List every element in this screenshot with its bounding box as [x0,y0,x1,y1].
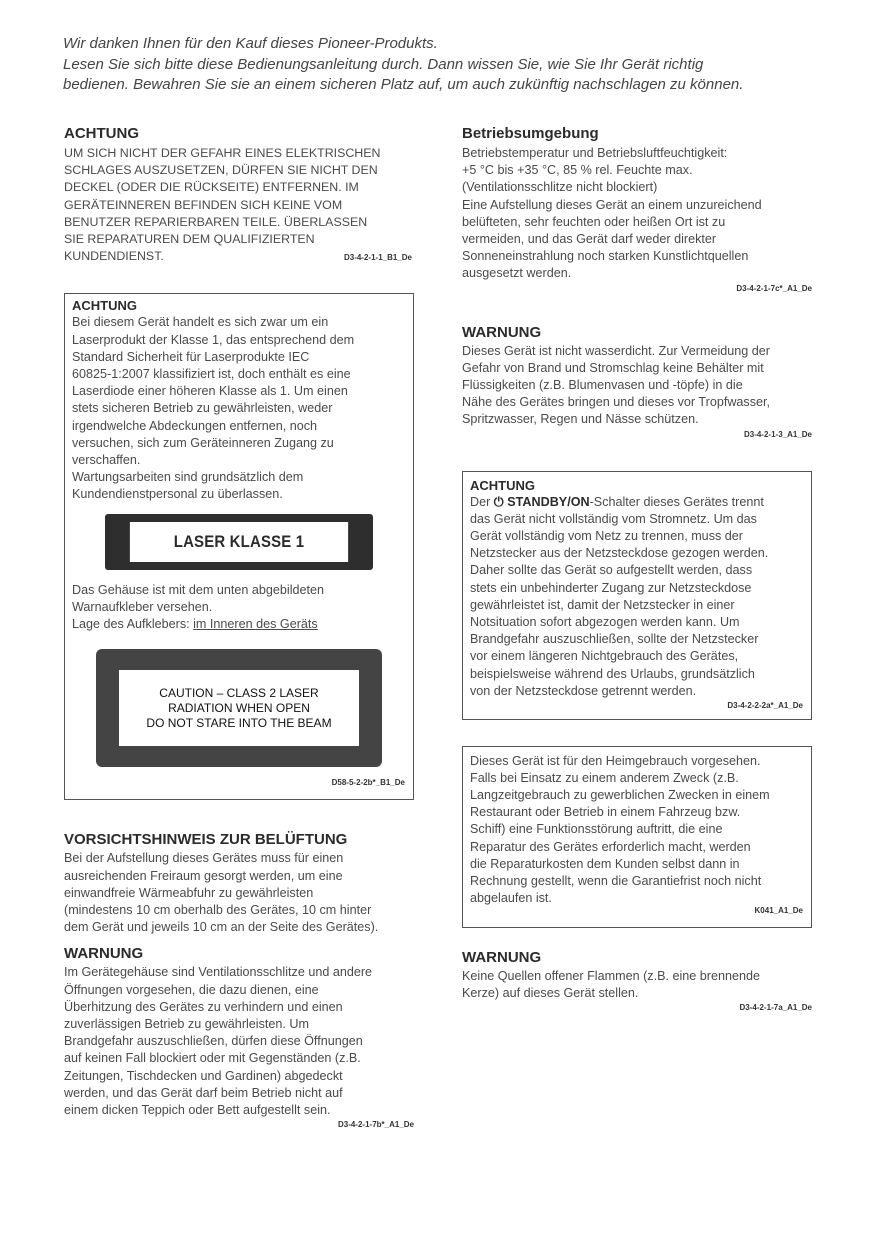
caution-line: RADIATION WHEN OPEN [168,700,310,715]
text-line: Eine Aufstellung dieses Gerät an einem unzureichend [462,197,762,212]
text-line: irgendwelche Abdeckungen entfernen, noch [72,418,318,433]
section-body [64,964,414,1119]
section-title: Betriebsumgebung [462,125,599,142]
warnung-water-section [462,323,812,441]
ventilation-section [64,830,414,936]
text-line: vermeiden, und das Gerät darf weder direkter [462,232,717,247]
text-line: Dieses Gerät ist nicht wasserdicht. Zur Vermeidung der [462,343,770,358]
text-line: UM SICH NICHT DER GEFAHR EINES ELEKTRISCHEN [64,146,381,160]
text-line: (Ventilationsschlitze nicht blockiert) [462,180,658,195]
left-column [64,124,414,1131]
text-line: gewährleistet ist, damit der Netzstecker in einer [470,597,735,612]
section-body [64,850,414,936]
text-line: Brandgefahr auszuschließen, sollte der Netzstecker [470,632,759,647]
text-fragment: -Schalter dieses Gerätes trennt [589,494,764,509]
label-location-value: im Inneren des Geräts [193,617,318,632]
text-line: Im Gerätegehäuse sind Ventilationsschlitze und andere [64,965,373,980]
reference-code: D3-4-2-1-3_A1_De [743,429,812,439]
home-use-box [462,746,812,928]
text-line: Bei der Aufstellung dieses Gerätes muss für einen [64,851,344,866]
section-body [462,968,812,1002]
text-line: BENUTZER REPARIERBAREN TEILE. ÜBERLASSEN [64,214,368,229]
text-line: Kundendienstpersonal zu überlassen. [72,487,283,502]
warnung-flame-section [462,948,812,1014]
section-title: ACHTUNG [64,125,139,142]
text-line: Netzstecker aus der Netzsteckdose gezogen werden. [470,546,769,561]
label-location [72,616,406,633]
text-line: verschaffen. [72,453,141,468]
laser-class1-text: LASER KLASSE 1 [130,522,348,562]
operating-environment-section [462,124,812,295]
box-title: ACHTUNG [72,298,137,314]
text-line: Das Gehäuse ist mit dem unten abgebildeten [72,582,325,597]
text-line: das Gerät nicht vollständig vom Stromnetz. Um das [470,511,757,526]
text-line: Laserdiode einer höheren Klasse als 1. Um einen [72,384,348,399]
text-line: von der Netzsteckdose getrennt werden. [470,683,697,698]
text-line: ausreichenden Freiraum gesorgt werden, um eine [64,868,343,883]
box-body [72,314,406,503]
reference-code: K041_A1_De [754,906,803,916]
laser-caution-label [96,649,382,767]
text-line: Rechnung gestellt, wenn die Garantiefrist noch nicht [470,874,762,889]
text-line: belüfteten, sehr feuchten oder heißen Ort ist zu [462,214,726,229]
intro-text [63,34,823,96]
text-line: 60825-1:2007 klassifiziert ist, doch enthält es eine [72,367,351,382]
text-line: stets ein unbehinderter Zugang zur Netzsteckdose [470,580,752,595]
text-line: Flüssigkeiten (z.B. Blumenvasen und -töpfe) in die [462,378,743,393]
intro-line: bedienen. Bewahren Sie sie an einem sicheren Platz auf, um auch zukünftig nachschlagen zu können. [63,76,744,93]
standby-on-label: STANDBY/ON [503,494,590,509]
text-line: SCHLAGES AUSZUSETZEN, DÜRFEN SIE NICHT DEN [64,163,378,178]
text-line: Überhitzung des Gerätes zu verhindern und einen [64,999,343,1014]
reference-code: D3-4-2-1-1_B1_De [343,253,412,263]
box-body [470,753,804,908]
text-line: Zeitungen, Tischdecken und Gardinen) abgedeckt [64,1068,343,1083]
section-title: WARNUNG [64,945,144,963]
text-line: Schiff) eine Funktionsstörung auftritt, die eine [470,822,723,837]
text-line: Restaurant oder Betrieb in einem Fahrzeug bzw. [470,805,741,820]
achtung-shock-section [64,124,414,265]
text-line: GERÄTEINNEREN BEFINDEN SICH KEINE VOM [64,197,343,212]
text-line: Daher sollte das Gerät so aufgestellt werden, dass [470,563,753,578]
laser-caution-text [119,670,359,746]
text-line: Öffnungen vorgesehen, die dazu dienen, eine [64,982,319,997]
text-line: Langzeitgebrauch zu gewerblichen Zwecken in einem [470,788,770,803]
caution-line: DO NOT STARE INTO THE BEAM [146,715,332,730]
text-line: Dieses Gerät ist für den Heimgebrauch vorgesehen. [470,753,761,768]
text-line: Bei diesem Gerät handelt es sich zwar um ein [72,315,329,330]
text-line: beispielsweise während des Urlaubs, grundsätzlich [470,666,755,681]
text-line: abgelaufen ist. [470,891,552,906]
text-line: auf keinen Fall blockiert oder mit Gegenständen (z.B. [64,1051,361,1066]
text-line: Keine Quellen offener Flammen (z.B. eine brennende [462,968,761,983]
label-location-prefix: Lage des Aufklebers: [72,617,194,632]
section-title: WARNUNG [462,948,542,966]
reference-code: D3-4-2-1-7a_A1_De [739,1003,812,1013]
text-fragment: Der [470,494,494,509]
text-line: vor einem längeren Nichtgebrauch des Gerätes, [470,649,739,664]
section-body [462,145,812,283]
text-line: Sonneneinstrahlung noch starken Kunstlichtquellen [462,249,749,264]
text-line: Laserprodukt der Klasse 1, das entsprechend dem [72,332,355,347]
text-line: einem dicken Teppich oder Bett aufgestellt sein. [64,1103,331,1118]
laser-warning-box [64,293,414,800]
text-line: ausgesetzt werden. [462,266,572,281]
text-line: Spritzwasser, Regen und Nässe schützen. [462,412,699,427]
section-title: VORSICHTSHINWEIS ZUR BELÜFTUNG [64,831,348,849]
power-icon: ⏻ [493,494,504,509]
reference-code: D3-4-2-2-2a*_A1_De [727,701,803,711]
caution-line: CAUTION – CLASS 2 LASER [159,685,319,700]
text-line: KUNDENDIENST. [64,249,164,264]
text-line: DECKEL (ODER DIE RÜCKSEITE) ENTFERNEN. IM [64,180,359,195]
reference-code: D58-5-2-2b*_B1_De [331,778,405,788]
text-line: +5 °C bis +35 °C, 85 % rel. Feuchte max. [462,163,693,178]
warnung-ventilation-section [64,944,414,1131]
text-line: zuverlässigen Betrieb zu gewährleisten. Um [64,1017,309,1032]
text-line: Reparatur des Gerätes erforderlich macht, werden [470,839,751,854]
text-line: Kerze) auf dieses Gerät stellen. [462,985,639,1000]
text-line: Gefahr von Brand und Stromschlag keine Behälter mit [462,360,764,375]
text-line: dem Gerät und jeweils 10 cm an der Seite des Gerätes). [64,920,379,935]
text-line: Gerät vollständig vom Netz zu trennen, muss der [470,529,743,544]
box-title: ACHTUNG [470,477,535,493]
reference-code: D3-4-2-1-7b*_A1_De [337,1120,414,1130]
section-title: WARNUNG [462,323,542,341]
intro-line: Wir danken Ihnen für den Kauf dieses Pioneer-Produkts. [63,35,438,52]
text-line: Notsituation sofort abgezogen werden kann. Um [470,615,740,630]
text-line: werden, und das Gerät darf beim Betrieb nicht auf [64,1085,343,1100]
right-column [462,124,812,1014]
reference-code: D3-4-2-1-7c*_A1_De [736,283,812,293]
box-body [470,494,804,700]
intro-line: Lesen Sie sich bitte diese Bedienungsanleitung durch. Dann wissen Sie, wie Sie Ihr Gerät richtig [63,55,704,73]
text-line: Betriebstemperatur und Betriebsluftfeuchtigkeit: [462,146,728,160]
laser-class1-label [105,514,373,570]
text-line: Nähe des Gerätes bringen und dieses vor Tropfwasser, [462,395,771,410]
text-line: Wartungsarbeiten sind grundsätzlich dem [72,470,304,485]
text-line: (mindestens 10 cm oberhalb des Gerätes, 10 cm hinter [64,903,372,918]
text-line: stets sicheren Betrieb zu gewährleisten, weder [72,401,333,416]
box-body-2 [72,582,406,634]
text-line: SIE REPARATUREN DEM QUALIFIZIERTEN [64,232,315,247]
standby-warning-box [462,471,812,720]
section-body [64,145,414,265]
text-line: einwandfreie Wärmeabfuhr zu gewährleisten [64,885,314,900]
text-line: Brandgefahr auszuschließen, dürfen diese Öffnungen [64,1034,363,1049]
text-line: Falls bei Einsatz zu einem anderem Zweck (z.B. [470,770,739,785]
text-line: die Reparaturkosten dem Kunden selbst dann in [470,856,740,871]
text-line [470,494,804,511]
section-body [462,343,812,429]
text-line: Standard Sicherheit für Laserprodukte IEC [72,349,310,364]
text-line: versuchen, sich zum Geräteinneren Zugang zu [72,435,334,450]
text-line: Warnaufkleber versehen. [72,599,213,614]
